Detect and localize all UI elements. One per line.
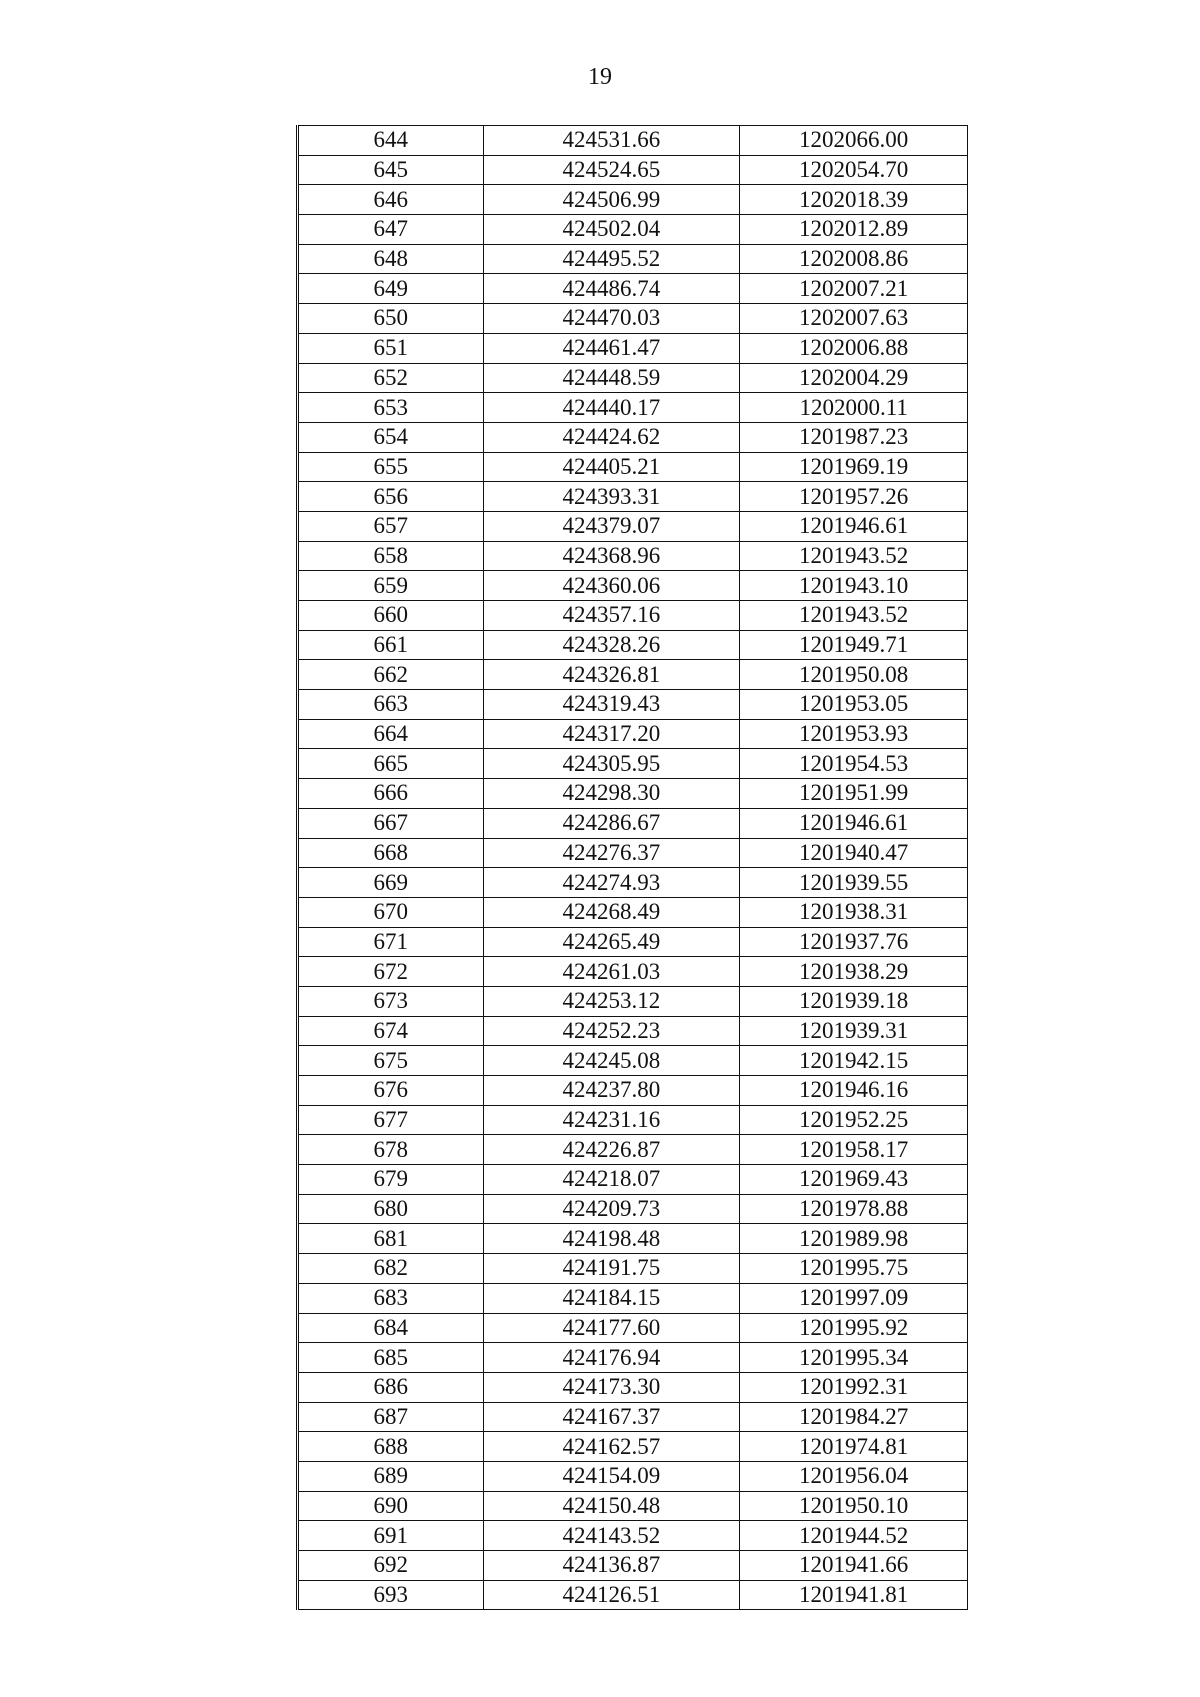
table-row	[298, 779, 968, 809]
y-coordinate-cell: 1201953.93	[740, 719, 968, 749]
table-row	[298, 1046, 968, 1076]
y-coordinate-cell: 1201940.47	[740, 838, 968, 868]
y-coordinate-cell: 1201939.31	[740, 1016, 968, 1046]
table-row	[298, 690, 968, 720]
x-coordinate-cell: 424173.30	[483, 1372, 740, 1402]
table-row	[298, 1372, 968, 1402]
x-coordinate-cell: 424184.15	[483, 1283, 740, 1313]
table-row	[298, 1283, 968, 1313]
y-coordinate-cell: 1201958.17	[740, 1135, 968, 1165]
coordinates-table-body	[298, 126, 968, 1610]
point-number-cell: 685	[298, 1343, 484, 1373]
y-coordinate-cell: 1201941.66	[740, 1551, 968, 1581]
point-number-cell: 648	[298, 244, 484, 274]
y-coordinate-cell: 1202054.70	[740, 155, 968, 185]
x-coordinate-cell: 424448.59	[483, 363, 740, 393]
point-number-cell: 655	[298, 452, 484, 482]
table-row	[298, 957, 968, 987]
y-coordinate-cell: 1201950.10	[740, 1491, 968, 1521]
point-number-cell: 664	[298, 719, 484, 749]
point-number-cell: 644	[298, 126, 484, 156]
y-coordinate-cell: 1202018.39	[740, 185, 968, 215]
x-coordinate-cell: 424143.52	[483, 1521, 740, 1551]
x-coordinate-cell: 424286.67	[483, 808, 740, 838]
point-number-cell: 674	[298, 1016, 484, 1046]
table-row	[298, 511, 968, 541]
x-coordinate-cell: 424167.37	[483, 1402, 740, 1432]
y-coordinate-cell: 1202004.29	[740, 363, 968, 393]
table-row	[298, 1491, 968, 1521]
x-coordinate-cell: 424226.87	[483, 1135, 740, 1165]
point-number-cell: 657	[298, 511, 484, 541]
x-coordinate-cell: 424177.60	[483, 1313, 740, 1343]
y-coordinate-cell: 1202008.86	[740, 244, 968, 274]
y-coordinate-cell: 1201937.76	[740, 927, 968, 957]
point-number-cell: 656	[298, 482, 484, 512]
table-row	[298, 185, 968, 215]
x-coordinate-cell: 424191.75	[483, 1254, 740, 1284]
y-coordinate-cell: 1201944.52	[740, 1521, 968, 1551]
y-coordinate-cell: 1201953.05	[740, 690, 968, 720]
x-coordinate-cell: 424265.49	[483, 927, 740, 957]
x-coordinate-cell: 424136.87	[483, 1551, 740, 1581]
x-coordinate-cell: 424326.81	[483, 660, 740, 690]
point-number-cell: 665	[298, 749, 484, 779]
point-number-cell: 651	[298, 333, 484, 363]
table-row	[298, 571, 968, 601]
y-coordinate-cell: 1201989.98	[740, 1224, 968, 1254]
table-row	[298, 897, 968, 927]
x-coordinate-cell: 424502.04	[483, 215, 740, 245]
table-row	[298, 126, 968, 156]
y-coordinate-cell: 1201987.23	[740, 422, 968, 452]
y-coordinate-cell: 1201952.25	[740, 1105, 968, 1135]
table-row	[298, 274, 968, 304]
x-coordinate-cell: 424360.06	[483, 571, 740, 601]
table-row	[298, 1224, 968, 1254]
table-row	[298, 630, 968, 660]
y-coordinate-cell: 1201939.18	[740, 986, 968, 1016]
point-number-cell: 692	[298, 1551, 484, 1581]
y-coordinate-cell: 1201939.55	[740, 868, 968, 898]
x-coordinate-cell: 424486.74	[483, 274, 740, 304]
x-coordinate-cell: 424440.17	[483, 393, 740, 423]
table-row	[298, 304, 968, 334]
y-coordinate-cell: 1201954.53	[740, 749, 968, 779]
x-coordinate-cell: 424328.26	[483, 630, 740, 660]
point-number-cell: 645	[298, 155, 484, 185]
table-row	[298, 1105, 968, 1135]
point-number-cell: 673	[298, 986, 484, 1016]
y-coordinate-cell: 1201969.19	[740, 452, 968, 482]
point-number-cell: 671	[298, 927, 484, 957]
y-coordinate-cell: 1201969.43	[740, 1165, 968, 1195]
y-coordinate-cell: 1201997.09	[740, 1283, 968, 1313]
y-coordinate-cell: 1201946.61	[740, 511, 968, 541]
point-number-cell: 653	[298, 393, 484, 423]
x-coordinate-cell: 424405.21	[483, 452, 740, 482]
y-coordinate-cell: 1201951.99	[740, 779, 968, 809]
x-coordinate-cell: 424218.07	[483, 1165, 740, 1195]
table-row	[298, 422, 968, 452]
y-coordinate-cell: 1202012.89	[740, 215, 968, 245]
x-coordinate-cell: 424461.47	[483, 333, 740, 363]
x-coordinate-cell: 424393.31	[483, 482, 740, 512]
point-number-cell: 663	[298, 690, 484, 720]
table-row	[298, 1194, 968, 1224]
x-coordinate-cell: 424470.03	[483, 304, 740, 334]
point-number-cell: 672	[298, 957, 484, 987]
table-row	[298, 808, 968, 838]
x-coordinate-cell: 424357.16	[483, 601, 740, 631]
point-number-cell: 669	[298, 868, 484, 898]
y-coordinate-cell: 1201938.29	[740, 957, 968, 987]
x-coordinate-cell: 424209.73	[483, 1194, 740, 1224]
x-coordinate-cell: 424317.20	[483, 719, 740, 749]
x-coordinate-cell: 424531.66	[483, 126, 740, 156]
x-coordinate-cell: 424162.57	[483, 1432, 740, 1462]
table-row	[298, 215, 968, 245]
point-number-cell: 662	[298, 660, 484, 690]
table-row	[298, 868, 968, 898]
x-coordinate-cell: 424253.12	[483, 986, 740, 1016]
point-number-cell: 666	[298, 779, 484, 809]
x-coordinate-cell: 424268.49	[483, 897, 740, 927]
y-coordinate-cell: 1201992.31	[740, 1372, 968, 1402]
page-number: 19	[588, 64, 612, 90]
point-number-cell: 691	[298, 1521, 484, 1551]
point-number-cell: 649	[298, 274, 484, 304]
table-row	[298, 1580, 968, 1610]
table-row	[298, 1551, 968, 1581]
x-coordinate-cell: 424276.37	[483, 838, 740, 868]
table-row	[298, 719, 968, 749]
point-number-cell: 687	[298, 1402, 484, 1432]
x-coordinate-cell: 424495.52	[483, 244, 740, 274]
point-number-cell: 658	[298, 541, 484, 571]
table-row	[298, 155, 968, 185]
point-number-cell: 693	[298, 1580, 484, 1610]
table-row	[298, 363, 968, 393]
y-coordinate-cell: 1201984.27	[740, 1402, 968, 1432]
y-coordinate-cell: 1201974.81	[740, 1432, 968, 1462]
point-number-cell: 667	[298, 808, 484, 838]
x-coordinate-cell: 424319.43	[483, 690, 740, 720]
table-row	[298, 482, 968, 512]
table-row	[298, 838, 968, 868]
point-number-cell: 683	[298, 1283, 484, 1313]
table-row	[298, 1343, 968, 1373]
x-coordinate-cell: 424150.48	[483, 1491, 740, 1521]
y-coordinate-cell: 1201956.04	[740, 1461, 968, 1491]
table-row	[298, 1521, 968, 1551]
y-coordinate-cell: 1202066.00	[740, 126, 968, 156]
point-number-cell: 686	[298, 1372, 484, 1402]
coordinates-table	[296, 125, 968, 1610]
x-coordinate-cell: 424379.07	[483, 511, 740, 541]
table-row	[298, 601, 968, 631]
point-number-cell: 690	[298, 1491, 484, 1521]
point-number-cell: 676	[298, 1076, 484, 1106]
point-number-cell: 660	[298, 601, 484, 631]
x-coordinate-cell: 424274.93	[483, 868, 740, 898]
x-coordinate-cell: 424126.51	[483, 1580, 740, 1610]
table-row	[298, 1313, 968, 1343]
y-coordinate-cell: 1202007.21	[740, 274, 968, 304]
table-row	[298, 1165, 968, 1195]
table-row	[298, 1461, 968, 1491]
y-coordinate-cell: 1201995.92	[740, 1313, 968, 1343]
y-coordinate-cell: 1201946.16	[740, 1076, 968, 1106]
x-coordinate-cell: 424198.48	[483, 1224, 740, 1254]
x-coordinate-cell: 424298.30	[483, 779, 740, 809]
table-row	[298, 333, 968, 363]
table-row	[298, 749, 968, 779]
table-row	[298, 452, 968, 482]
table-row	[298, 660, 968, 690]
point-number-cell: 650	[298, 304, 484, 334]
table-row	[298, 1432, 968, 1462]
point-number-cell: 680	[298, 1194, 484, 1224]
x-coordinate-cell: 424245.08	[483, 1046, 740, 1076]
y-coordinate-cell: 1202006.88	[740, 333, 968, 363]
x-coordinate-cell: 424231.16	[483, 1105, 740, 1135]
point-number-cell: 689	[298, 1461, 484, 1491]
point-number-cell: 654	[298, 422, 484, 452]
table-row	[298, 1076, 968, 1106]
point-number-cell: 682	[298, 1254, 484, 1284]
x-coordinate-cell: 424524.65	[483, 155, 740, 185]
y-coordinate-cell: 1201946.61	[740, 808, 968, 838]
y-coordinate-cell: 1201957.26	[740, 482, 968, 512]
y-coordinate-cell: 1202000.11	[740, 393, 968, 423]
point-number-cell: 675	[298, 1046, 484, 1076]
x-coordinate-cell: 424368.96	[483, 541, 740, 571]
y-coordinate-cell: 1201950.08	[740, 660, 968, 690]
table-row	[298, 927, 968, 957]
x-coordinate-cell: 424261.03	[483, 957, 740, 987]
table-row	[298, 244, 968, 274]
point-number-cell: 684	[298, 1313, 484, 1343]
x-coordinate-cell: 424237.80	[483, 1076, 740, 1106]
y-coordinate-cell: 1201943.52	[740, 601, 968, 631]
table-row	[298, 541, 968, 571]
y-coordinate-cell: 1201942.15	[740, 1046, 968, 1076]
y-coordinate-cell: 1201941.81	[740, 1580, 968, 1610]
point-number-cell: 677	[298, 1105, 484, 1135]
x-coordinate-cell: 424506.99	[483, 185, 740, 215]
y-coordinate-cell: 1201978.88	[740, 1194, 968, 1224]
y-coordinate-cell: 1201943.10	[740, 571, 968, 601]
table-row	[298, 1254, 968, 1284]
point-number-cell: 652	[298, 363, 484, 393]
point-number-cell: 647	[298, 215, 484, 245]
table-row	[298, 1016, 968, 1046]
table-row	[298, 1402, 968, 1432]
y-coordinate-cell: 1201938.31	[740, 897, 968, 927]
table-row	[298, 986, 968, 1016]
point-number-cell: 661	[298, 630, 484, 660]
point-number-cell: 659	[298, 571, 484, 601]
table-row	[298, 393, 968, 423]
point-number-cell: 646	[298, 185, 484, 215]
table-row	[298, 1135, 968, 1165]
y-coordinate-cell: 1202007.63	[740, 304, 968, 334]
point-number-cell: 688	[298, 1432, 484, 1462]
point-number-cell: 670	[298, 897, 484, 927]
y-coordinate-cell: 1201943.52	[740, 541, 968, 571]
x-coordinate-cell: 424154.09	[483, 1461, 740, 1491]
point-number-cell: 678	[298, 1135, 484, 1165]
x-coordinate-cell: 424252.23	[483, 1016, 740, 1046]
point-number-cell: 668	[298, 838, 484, 868]
point-number-cell: 681	[298, 1224, 484, 1254]
point-number-cell: 679	[298, 1165, 484, 1195]
x-coordinate-cell: 424176.94	[483, 1343, 740, 1373]
x-coordinate-cell: 424305.95	[483, 749, 740, 779]
y-coordinate-cell: 1201995.75	[740, 1254, 968, 1284]
y-coordinate-cell: 1201949.71	[740, 630, 968, 660]
x-coordinate-cell: 424424.62	[483, 422, 740, 452]
y-coordinate-cell: 1201995.34	[740, 1343, 968, 1373]
